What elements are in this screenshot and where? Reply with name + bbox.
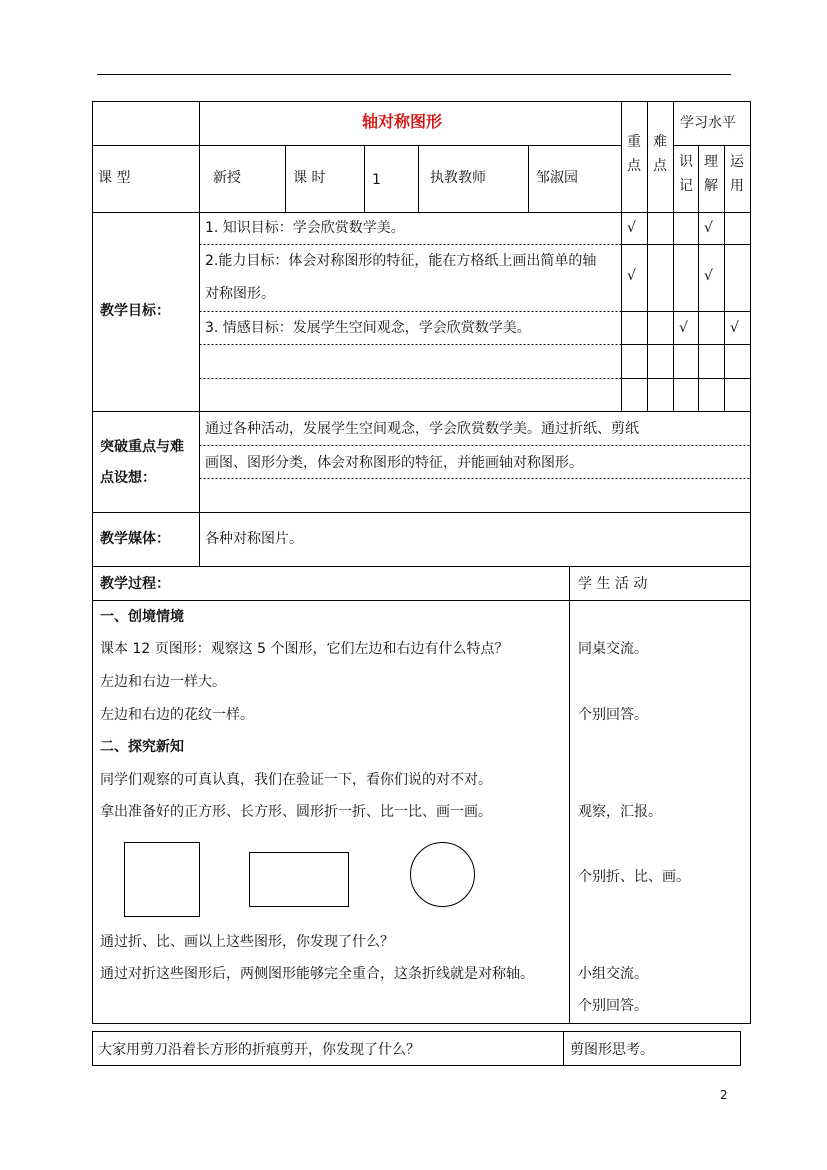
breakthrough-line2: 画图、图形分类，体会对称图形的特征，并能画轴对称图形。 xyxy=(205,455,583,471)
mark-r2-understand: √ xyxy=(704,268,713,284)
focus-header: 重点 xyxy=(627,134,641,174)
breakthrough-label-line2: 点设想： xyxy=(100,470,156,486)
activity-line: 小组交流。 xyxy=(578,966,648,982)
process-label: 教学过程： xyxy=(100,576,170,592)
process-line: 左边和右边一样大。 xyxy=(100,674,226,690)
footer-row-text: 大家用剪刀沿着长方形的折痕剪开，你发现了什么？ xyxy=(98,1042,420,1058)
activity-header: 学 生 活 动 xyxy=(578,576,648,592)
circle-shape xyxy=(411,843,475,907)
teacher-label: 执教教师 xyxy=(430,170,486,186)
activity-line: 个别回答。 xyxy=(578,998,648,1014)
mark-r3-memorize: √ xyxy=(679,320,688,336)
footer-row-activity: 剪图形思考。 xyxy=(570,1042,654,1058)
process-line: 左边和右边的花纹一样。 xyxy=(100,707,254,723)
level-header: 学习水平 xyxy=(680,115,736,131)
hours-value: 1 xyxy=(372,172,381,188)
level-col-apply: 运用 xyxy=(730,154,744,194)
process-line: 通过对折这些图形后，两侧图形能够完全重合，这条折线就是对称轴。 xyxy=(100,966,534,982)
objectives-label: 教学目标： xyxy=(100,303,170,319)
type-label: 课 型 xyxy=(98,170,131,186)
type-value: 新授 xyxy=(213,170,241,186)
rectangle-shape xyxy=(250,853,349,907)
page-title: 轴对称图形 xyxy=(362,112,443,131)
objective-2-line2: 对称图形。 xyxy=(205,286,275,302)
section-heading-2: 二、探究新知 xyxy=(100,739,184,755)
objective-3: 3. 情感目标：发展学生空间观念，学会欣赏数学美。 xyxy=(205,320,531,336)
mark-r3-apply: √ xyxy=(730,320,739,336)
process-line: 课本 12 页图形：观察这 5 个图形，它们左边和右边有什么特点？ xyxy=(100,641,509,657)
media-value: 各种对称图片。 xyxy=(205,531,303,547)
mark-r1-understand: √ xyxy=(704,220,713,236)
teacher-value: 邹淑园 xyxy=(536,170,578,186)
activity-line: 观察，汇报。 xyxy=(578,804,662,820)
square-shape xyxy=(125,843,200,917)
mark-r1-focus: √ xyxy=(627,220,636,236)
level-col-memorize: 识记 xyxy=(679,154,693,194)
objective-1: 1. 知识目标：学会欣赏数学美。 xyxy=(205,220,405,236)
activity-line: 个别折、比、画。 xyxy=(578,869,690,885)
section-heading-1: 一、创境情境 xyxy=(100,609,184,625)
objective-2-line1: 2.能力目标：体会对称图形的特征，能在方格纸上画出简单的轴 xyxy=(205,253,597,269)
level-col-understand: 理解 xyxy=(704,154,718,194)
media-label: 教学媒体： xyxy=(100,531,170,547)
hours-label: 课 时 xyxy=(293,170,326,186)
activity-line: 个别回答。 xyxy=(578,707,648,723)
mark-r2-focus: √ xyxy=(627,268,636,284)
page-number: 2 xyxy=(720,1088,728,1102)
difficulty-header: 难点 xyxy=(653,134,667,174)
process-line: 通过折、比、画以上这些图形，你发现了什么？ xyxy=(100,934,394,950)
breakthrough-line1: 通过各种活动，发展学生空间观念，学会欣赏数学美。通过折纸、剪纸 xyxy=(205,421,639,437)
process-line: 拿出准备好的正方形、长方形、圆形折一折、比一比、画一画。 xyxy=(100,804,492,820)
breakthrough-label-line1: 突破重点与难 xyxy=(100,439,184,455)
activity-line: 同桌交流。 xyxy=(578,641,648,657)
process-line: 同学们观察的可真认真，我们在验证一下，看你们说的对不对。 xyxy=(100,772,492,788)
